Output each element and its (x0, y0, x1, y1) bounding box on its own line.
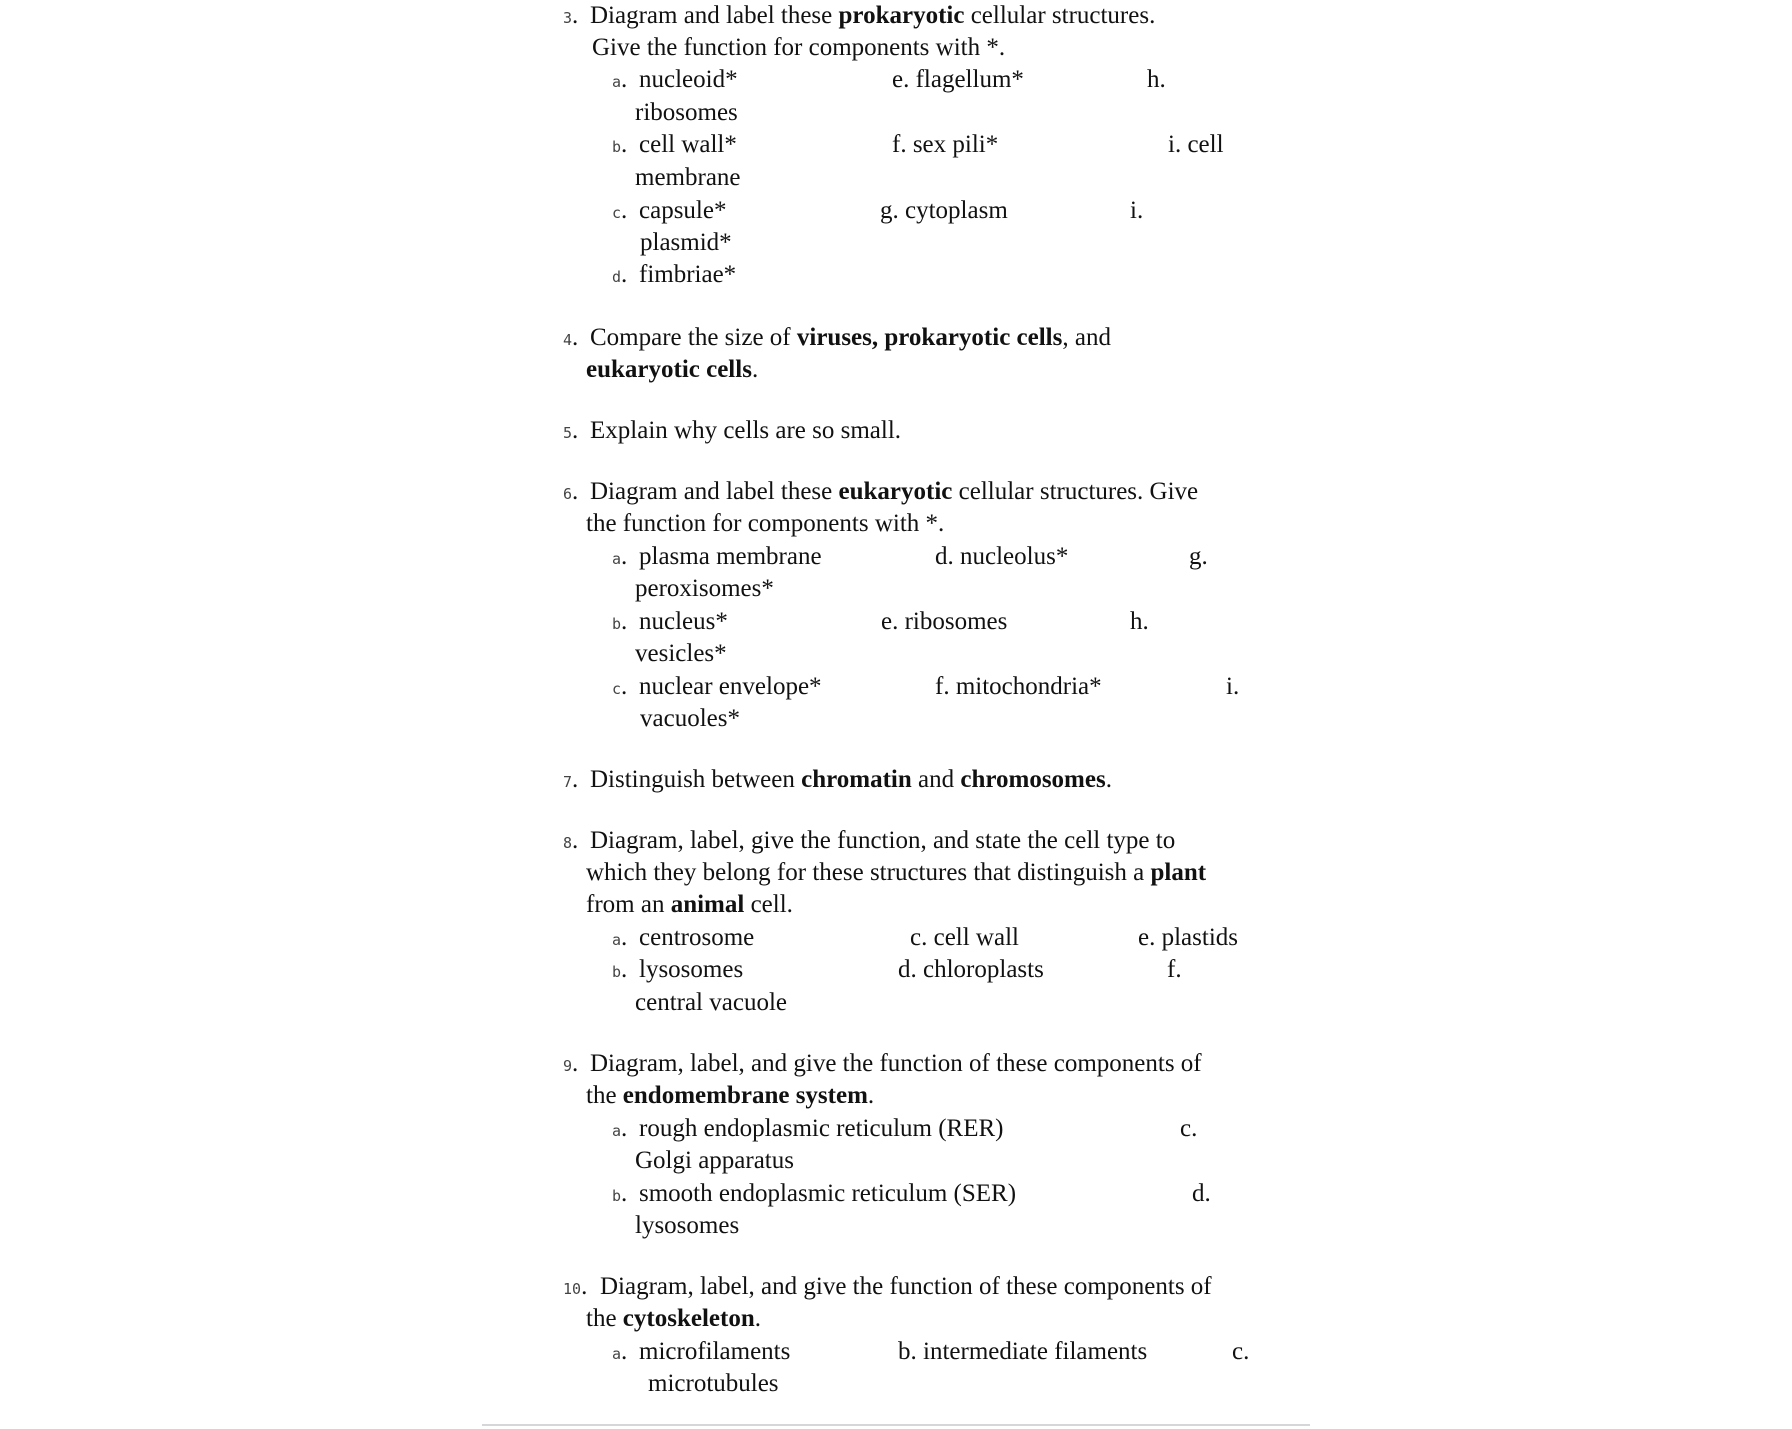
question-text: the function for components with *. (586, 510, 945, 537)
list-item: plasmid* (640, 229, 732, 256)
question-text: Distinguish between chromatin and chromosomes. (590, 766, 1112, 793)
list-item: rough endoplasmic reticulum (RER) (639, 1115, 1004, 1142)
question-number: 9. (563, 1050, 579, 1077)
list-item: smooth endoplasmic reticulum (SER) (639, 1180, 1017, 1207)
list-item: vacuoles* (640, 705, 740, 732)
list-item: f. sex pili* (892, 131, 999, 158)
list-item: nucleus* (639, 608, 728, 635)
list-item: microtubules (648, 1370, 779, 1397)
list-item: b. intermediate filaments (898, 1338, 1148, 1365)
list-item: d. (1192, 1180, 1211, 1207)
list-item: microfilaments (639, 1338, 791, 1365)
list-item: d. chloroplasts (898, 956, 1044, 983)
list-item: vesicles* (635, 640, 727, 667)
question-number: 6. (563, 478, 579, 505)
item-letter: c. (612, 197, 628, 224)
question-text: Compare the size of viruses, prokaryotic cells, and (590, 324, 1111, 351)
item-letter: a. (612, 1115, 628, 1142)
question-text: Give the function for components with *. (592, 34, 1006, 61)
list-item: centrosome (639, 924, 755, 951)
list-item: c. (1180, 1115, 1198, 1142)
question-text: which they belong for these structures that distinguish a plant (586, 859, 1207, 886)
list-item: capsule* (639, 197, 727, 224)
item-letter: b. (612, 956, 628, 983)
list-item: cell wall* (639, 131, 737, 158)
item-letter: c. (612, 673, 628, 700)
item-letter: a. (612, 1338, 628, 1365)
list-item: lysosomes (635, 1212, 740, 1239)
question-number: 8. (563, 827, 579, 854)
list-item: nuclear envelope* (639, 673, 822, 700)
question-text: Diagram and label these prokaryotic cellular structures. (590, 2, 1156, 29)
list-item: membrane (635, 164, 741, 191)
question-text: the endomembrane system. (586, 1082, 875, 1109)
page-bottom-divider (482, 1424, 1310, 1426)
list-item: d. nucleolus* (935, 543, 1069, 570)
question-text: Explain why cells are so small. (590, 417, 902, 444)
item-letter: a. (612, 543, 628, 570)
question-text: the cytoskeleton. (586, 1305, 761, 1332)
item-letter: a. (612, 66, 628, 93)
item-letter: b. (612, 608, 628, 635)
list-item: c. (1232, 1338, 1250, 1365)
item-letter: a. (612, 924, 628, 951)
list-item: g. cytoplasm (880, 197, 1008, 224)
list-item: h. (1130, 608, 1149, 635)
list-item: ribosomes (635, 99, 738, 126)
question-text: Diagram, label, give the function, and state the cell type to (590, 827, 1176, 854)
list-item: c. cell wall (910, 924, 1019, 951)
list-item: plasma membrane (639, 543, 822, 570)
question-text: from an animal cell. (586, 891, 793, 918)
list-item: i. (1130, 197, 1144, 224)
item-letter: d. (612, 261, 628, 288)
list-item: e. plastids (1138, 924, 1238, 951)
question-number: 3. (563, 2, 579, 29)
question-number: 10. (563, 1273, 588, 1300)
list-item: fimbriae* (639, 261, 737, 288)
list-item: e. ribosomes (881, 608, 1008, 635)
question-number: 7. (563, 766, 579, 793)
question-text: eukaryotic cells. (586, 356, 759, 383)
list-item: i. cell (1168, 131, 1224, 158)
question-text: Diagram, label, and give the function of these components of (590, 1050, 1202, 1077)
list-item: e. flagellum* (892, 66, 1024, 93)
list-item: Golgi apparatus (635, 1147, 794, 1174)
list-item: i. (1226, 673, 1240, 700)
question-text: Diagram, label, and give the function of these components of (600, 1273, 1212, 1300)
question-text: Diagram and label these eukaryotic cellular structures. Give (590, 478, 1199, 505)
list-item: g. (1189, 543, 1208, 570)
list-item: nucleoid* (639, 66, 738, 93)
list-item: f. (1167, 956, 1182, 983)
question-number: 5. (563, 417, 579, 444)
question-number: 4. (563, 324, 579, 351)
list-item: lysosomes (639, 956, 744, 983)
list-item: peroxisomes* (635, 575, 774, 602)
item-letter: b. (612, 1180, 628, 1207)
list-item: f. mitochondria* (935, 673, 1102, 700)
list-item: central vacuole (635, 989, 787, 1016)
list-item: h. (1147, 66, 1166, 93)
item-letter: b. (612, 131, 628, 158)
